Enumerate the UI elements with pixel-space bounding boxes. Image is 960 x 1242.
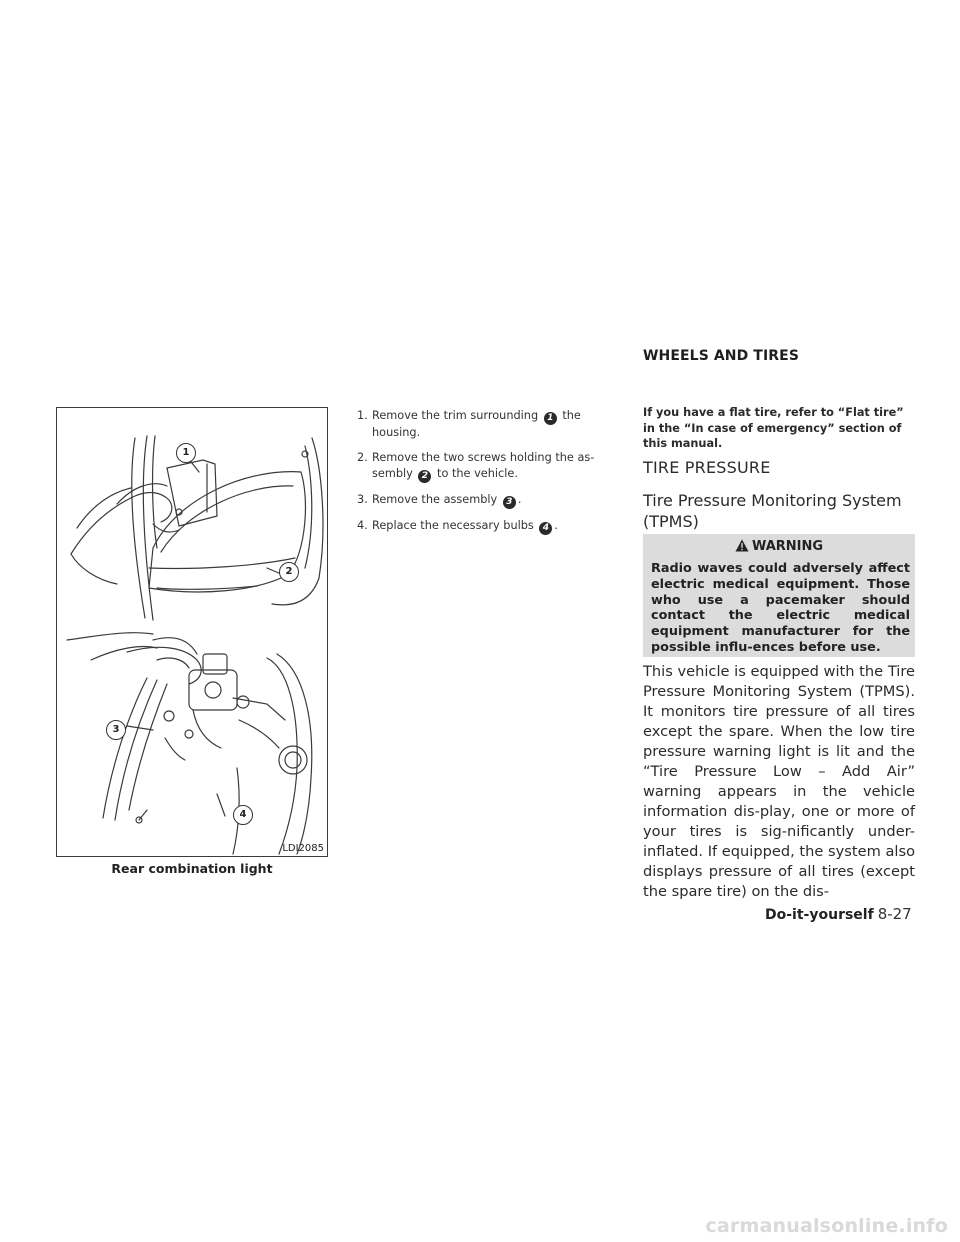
step-text: Replace the necessary bulbs (372, 519, 534, 532)
footer-section: Do-it-yourself (765, 907, 874, 923)
step-text-end: the housing. (372, 409, 581, 439)
callout-badge: 1 (544, 412, 557, 425)
step-text: Remove the assembly (372, 493, 498, 506)
warning-label: WARNING (751, 539, 824, 554)
step-number: 3. (357, 493, 368, 506)
callout-1: 1 (176, 443, 196, 463)
step-number: 2. (357, 451, 368, 464)
step-item (357, 492, 607, 509)
step-number: 4. (357, 519, 368, 532)
heading-tire-pressure: TIRE PRESSURE (643, 458, 771, 477)
warning-icon (735, 539, 749, 552)
flat-tire-note: If you have a flat tire, refer to “Flat tire” in the “In case of emergency” section of this manual. (643, 406, 904, 450)
callout-4: 4 (233, 805, 253, 825)
warning-box (643, 534, 915, 657)
heading-tpms: Tire Pressure Monitoring System (TPMS) (643, 491, 902, 531)
callout-3: 3 (106, 720, 126, 740)
callout-badge: 3 (503, 496, 516, 509)
step-text: Remove the two screws holding the as-sembly (372, 451, 595, 480)
page-footer (765, 905, 912, 923)
callout-2: 2 (279, 562, 299, 582)
procedure-steps (357, 408, 607, 544)
figure-code: LDI2085 (282, 843, 324, 854)
step-number: 1. (357, 409, 368, 422)
warning-text: Radio waves could adversely affect electric medical equipment. Those who use a pacemaker should contact the electric medical equipment manufacturer for the possible influ-ences before use. (651, 561, 910, 655)
warning-title (643, 539, 915, 554)
rear-combination-light-figure (56, 407, 328, 857)
rear-combination-light-illustration (57, 408, 327, 856)
step-text-end: . (517, 493, 522, 506)
callout-badge: 2 (418, 470, 431, 483)
watermark-text: carmanualsonline.info (705, 1215, 948, 1237)
step-text-end: . (554, 519, 559, 532)
step-text: Remove the trim surrounding (372, 409, 539, 422)
tpms-paragraph: This vehicle is equipped with the Tire Pressure Monitoring System (TPMS). It monitors tire pressure of all tires except the spare. When the low tire pressure warning light is lit and the “Tire Pressure Low – Add Air” warning appears in the vehicle information dis-play, one or more of your tires is sig-nificantly under-inflated. If equipped, the system also displays pressure of all tires (except the spare tire) on the dis- (643, 663, 915, 900)
section-header: WHEELS AND TIRES (643, 348, 799, 364)
step-item (357, 408, 607, 441)
watermark-strip (0, 1211, 960, 1242)
page-number: 8-27 (877, 905, 912, 923)
figure-caption: Rear combination light (111, 861, 273, 876)
step-item (357, 518, 607, 535)
step-text-end: to the vehicle. (437, 467, 518, 480)
step-item (357, 450, 607, 483)
callout-badge: 4 (539, 522, 552, 535)
